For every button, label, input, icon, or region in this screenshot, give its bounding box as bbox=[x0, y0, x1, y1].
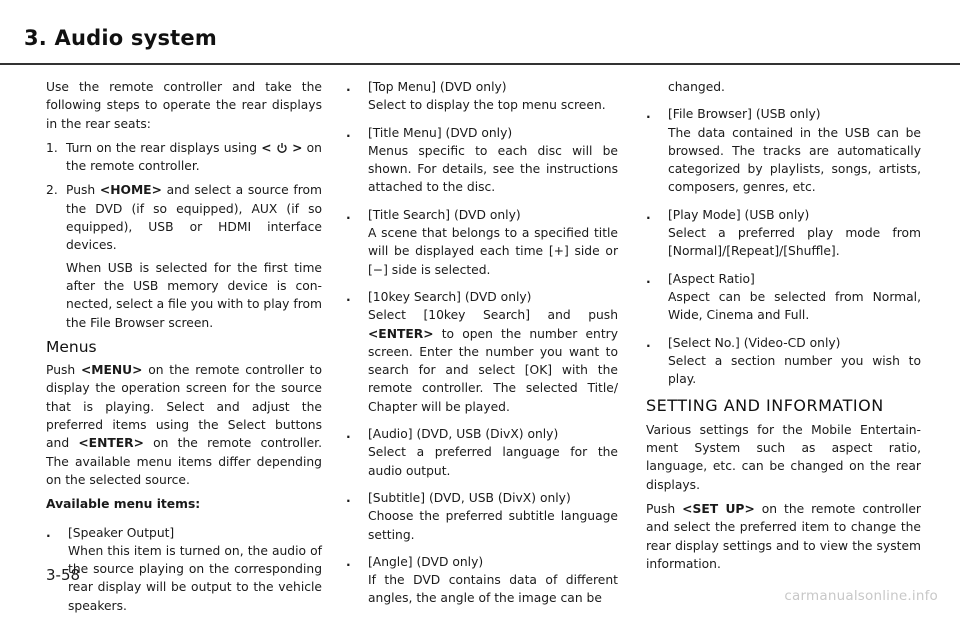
menus-pre: Push bbox=[46, 363, 76, 378]
bullet: . bbox=[646, 207, 651, 222]
menus-heading: Menus bbox=[46, 337, 97, 356]
list-item-desc: When this item is turned on, the audio of the source playing on the corresponding rear display will be output to the vehicle speakers. bbox=[68, 543, 322, 613]
setting-paragraph-2 bbox=[646, 500, 921, 573]
list-item-desc bbox=[368, 306, 618, 416]
bullet: . bbox=[646, 271, 651, 286]
list-item bbox=[46, 524, 322, 542]
menus-post: on the remote controller. The available menu items differ depending on the selected source. bbox=[46, 436, 322, 487]
menus-mid: on the remote controller to display the operation screen for the source that is playing. Select and adjust the preferred items using the Select buttons and bbox=[46, 363, 322, 451]
step-2-pre: Push bbox=[66, 183, 96, 198]
list-item-title: [Top Menu] (DVD only) bbox=[368, 80, 507, 94]
watermark: carmanualsonline.info bbox=[784, 588, 938, 604]
column-1 bbox=[46, 78, 322, 624]
list-item-title: [Select No.] (Video-CD only) bbox=[668, 335, 841, 350]
step-1-post: on the remote controller. bbox=[66, 140, 322, 174]
list-item-desc: If the DVD contains data of different angles, the angle of the image can be bbox=[368, 573, 618, 606]
page-header-title: 3. Audio system bbox=[24, 26, 217, 50]
power-icon bbox=[276, 142, 288, 154]
step-2-note: When USB is selected for the first time after the USB memory device is con-nected, select a file you with to play from the File Browser screen. bbox=[66, 260, 322, 330]
list-item-title: [File Browser] (USB only) bbox=[668, 107, 821, 122]
setting-paragraph-1: Various settings for the Mobile Entertain-ment System such as aspect ratio, language, etc. can be changed on the rear displays. bbox=[646, 422, 921, 492]
step-1 bbox=[46, 139, 322, 176]
list-item-title: [Audio] (DVD, USB (DivX) only) bbox=[368, 427, 559, 442]
step-number: 2. bbox=[46, 183, 58, 198]
list-item-title: [Title Search] (DVD only) bbox=[368, 207, 521, 222]
step-text bbox=[66, 181, 322, 254]
list-item-title: [Angle] (DVD only) bbox=[368, 554, 484, 569]
list-item-desc: Select a preferred language for the audio output. bbox=[368, 445, 618, 478]
home-key-label: <HOME> bbox=[99, 183, 162, 198]
bullet: . bbox=[646, 107, 651, 122]
key-bracket-open: < bbox=[261, 140, 272, 155]
step-text bbox=[66, 139, 322, 176]
list-item-desc: Aspect can be selected from Normal, Wide, Cinema and Full. bbox=[668, 289, 921, 323]
enter-key-label: <ENTER> bbox=[78, 436, 144, 451]
list-item bbox=[646, 334, 921, 352]
list-item-desc: Menus specific to each disc will be shown. For details, see the instructions attached to the disc. bbox=[368, 143, 618, 195]
list-item bbox=[346, 124, 618, 142]
enter-key-label: <ENTER> bbox=[368, 326, 434, 341]
continued-text: changed. bbox=[668, 80, 725, 94]
list-item-desc: A scene that belongs to a specified title will be displayed each time [+] side or [−] side is selected. bbox=[368, 226, 618, 277]
list-item bbox=[346, 425, 618, 443]
page-number: 3-58 bbox=[46, 566, 81, 584]
bullet: . bbox=[346, 125, 351, 140]
list-item-title: [Subtitle] (DVD, USB (DivX) only) bbox=[368, 490, 571, 505]
list-item bbox=[346, 206, 618, 224]
desc-pre: Select [10key Search] and push bbox=[368, 308, 618, 323]
list-item-title: [10key Search] (DVD only) bbox=[368, 289, 532, 304]
list-item bbox=[346, 489, 618, 507]
column-3 bbox=[646, 78, 921, 579]
column-2 bbox=[346, 78, 618, 617]
menu-key-label: <MENU> bbox=[80, 363, 143, 378]
menus-paragraph bbox=[46, 361, 322, 489]
bullet: . bbox=[346, 427, 351, 442]
list-item-desc: Select to display the top menu screen. bbox=[368, 98, 606, 113]
list-item bbox=[346, 78, 618, 96]
header-rule bbox=[0, 63, 960, 65]
bullet: . bbox=[346, 490, 351, 505]
list-item bbox=[346, 553, 618, 571]
bullet: . bbox=[346, 289, 351, 304]
bullet: . bbox=[346, 80, 351, 94]
key-bracket-close: > bbox=[292, 140, 303, 155]
list-item bbox=[646, 105, 921, 123]
list-item-desc: Select a section number you wish to play. bbox=[668, 353, 921, 387]
list-item-title: [Aspect Ratio] bbox=[668, 271, 755, 286]
list-item-title: [Play Mode] (USB only) bbox=[668, 207, 810, 222]
list-item-desc: Choose the preferred subtitle language setting. bbox=[368, 509, 618, 542]
list-item bbox=[646, 270, 921, 288]
list-item-desc: Select a preferred play mode from [Normal]/[Repeat]/[Shuffle]. bbox=[668, 226, 921, 259]
step-number: 1. bbox=[46, 140, 58, 155]
list-item-title: [Title Menu] (DVD only) bbox=[368, 125, 513, 140]
setting-post: on the remote controller and select the preferred item to change the rear display settings and to view the system information. bbox=[646, 501, 921, 571]
setting-information-heading: SETTING AND INFORMATION bbox=[646, 396, 884, 416]
available-menu-items-label: Available menu items: bbox=[46, 497, 201, 512]
step-1-pre: Turn on the rear displays using bbox=[66, 140, 258, 155]
list-item-title: [Speaker Output] bbox=[68, 525, 175, 540]
bullet: . bbox=[646, 335, 651, 350]
setting-pre: Push bbox=[646, 501, 676, 516]
bullet: . bbox=[346, 554, 351, 569]
bullet: . bbox=[46, 525, 51, 540]
setup-key-label: <SET UP> bbox=[682, 501, 755, 516]
list-item bbox=[346, 288, 618, 306]
list-item bbox=[646, 206, 921, 224]
step-2-post: and select a source from the DVD (if so equipped), AUX (if so equipped), USB or HDMI interface devices. bbox=[66, 183, 322, 253]
desc-post: to open the number entry screen. Enter the number you want to search for and select [OK] with the remote controller. The selected Title/ Chapter will be played. bbox=[368, 326, 618, 414]
intro-paragraph: Use the remote controller and take the following steps to operate the rear displays in the rear seats: bbox=[46, 80, 322, 131]
bullet: . bbox=[346, 207, 351, 222]
step-2 bbox=[46, 181, 322, 254]
list-item-desc: The data contained in the USB can be browsed. The tracks are automatically categorized by playlists, songs, artists, composers, genres, etc. bbox=[668, 125, 921, 195]
